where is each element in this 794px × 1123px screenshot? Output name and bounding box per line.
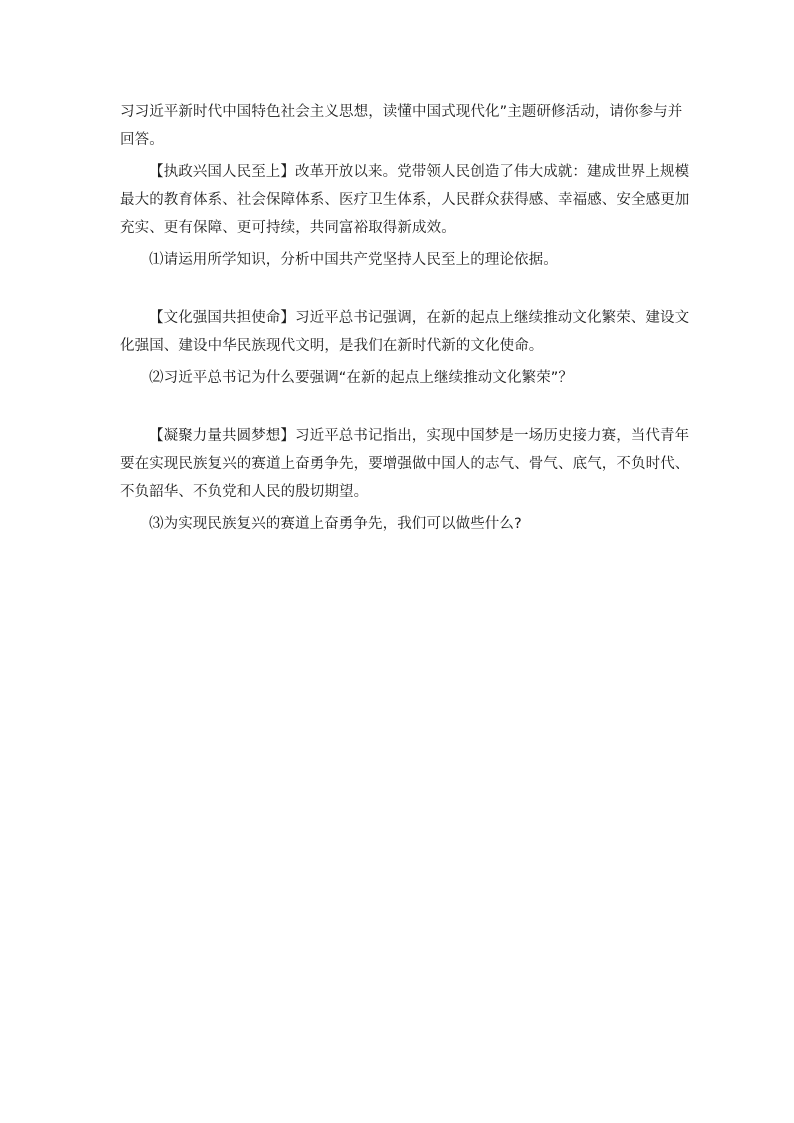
- section-2-paragraph: [120, 304, 690, 360]
- section-3-line-2: 要在实现民族复兴的赛道上奋勇争先，要增强做中国人的志气、骨气、底气，不负时代、: [120, 456, 690, 472]
- section-1-line-2: 最大的教育体系、社会保障体系、医疗卫生体系，人民群众获得感、幸福感、安全感更加: [120, 192, 690, 208]
- section-2-line-1: 【文化强国共担使命】习近平总书记强调，在新的起点上继续推动文化繁荣、建设文: [149, 310, 690, 326]
- document-body: [120, 98, 690, 538]
- answer-space-1: [120, 274, 680, 304]
- section-2-line-2: 化强国、建设中华民族现代文明，是我们在新时代新的文化使命。: [120, 338, 544, 354]
- answer-space-2: [120, 392, 680, 422]
- question-3: ⑶为实现民族复兴的赛道上奋勇争先，我们可以做些什么?: [149, 516, 522, 532]
- question-1: ⑴请运用所学知识，分析中国共产党坚持人民至上的理论依据。: [149, 252, 558, 268]
- intro-line-2: 回答。: [120, 132, 164, 148]
- section-1-line-1: 【执政兴国人民至上】改革开放以来。党带领人民创造了伟大成就：建成世界上规模: [149, 164, 690, 180]
- section-3-line-1: 【凝聚力量共圆梦想】习近平总书记指出，实现中国梦是一场历史接力赛，当代青年: [149, 428, 690, 444]
- section-3-paragraph: [120, 422, 690, 506]
- section-1-paragraph: [120, 158, 690, 242]
- section-3-line-3: 不负韶华、不负党和人民的殷切期望。: [120, 484, 369, 500]
- question-2: ⑵习近平总书记为什么要强调“在新的起点上继续推动文化繁荣”？: [149, 370, 574, 386]
- intro-paragraph: [120, 98, 683, 154]
- intro-line-1: 习习近平新时代中国特色社会主义思想，读懂中国式现代化”主题研修活动，请你参与并: [120, 104, 683, 120]
- section-1-line-3: 充实、更有保障、更可持续，共同富裕取得新成效。: [120, 220, 456, 236]
